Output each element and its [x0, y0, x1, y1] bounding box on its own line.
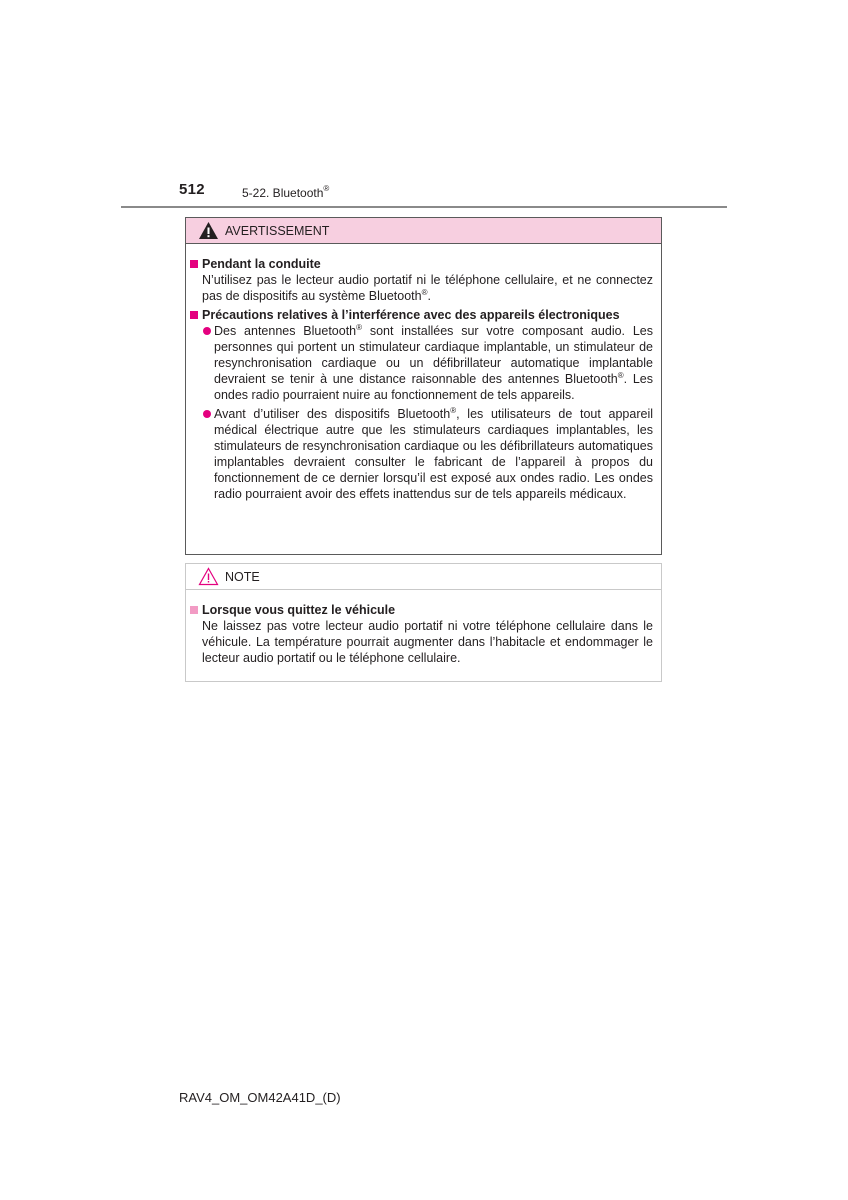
paragraph-text: . [427, 289, 431, 303]
item-heading-text: Précautions relatives à l’interférence avec des appareils électroniques [202, 308, 620, 322]
item-heading [190, 256, 653, 272]
square-bullet-icon [190, 311, 198, 319]
paragraph: Ne laissez pas votre lecteur audio portatif ni votre téléphone cellulaire dans le véhicule. La température pourrait augmenter dans l’habitacle et endommager le lecteur audio portatif ou le téléphone cellulaire. [202, 619, 653, 665]
note-header [186, 564, 661, 590]
warning-header [186, 218, 661, 244]
item-heading-text: Pendant la conduite [202, 257, 321, 271]
footer-doc-code: RAV4_OM_OM42A41D_(D) [179, 1090, 341, 1105]
registered-mark: ® [450, 405, 457, 415]
item-heading [190, 307, 653, 323]
square-bullet-icon [190, 606, 198, 614]
bullet-text: , les utilisateurs de tout appareil médical électrique autre que les stimulateurs cardiaques implantables, les stimulateurs de resynchronisation cardiaque ou les défibrillateurs automatiques implantables devraient consulter le fabricant de l’appareil à propos du fonctionnement de ce dernier lorsqu’il est exposé aux ondes radio. Les ondes radio pourraient avoir des effets inattendus sur de tels appareils médicaux. [214, 407, 654, 501]
square-bullet-icon [190, 260, 198, 268]
registered-mark: ® [421, 287, 428, 297]
header-rule [121, 206, 727, 208]
round-bullet-icon [203, 327, 211, 335]
warning-content [186, 244, 661, 502]
bullet-item [190, 323, 653, 403]
section-title-text: 5-22. Bluetooth [242, 186, 324, 200]
bullet-text: Avant d’utiliser des dispositifs Bluetooth [214, 407, 451, 421]
bullet-text: Des antennes Bluetooth [214, 324, 357, 338]
note-content [186, 590, 661, 666]
caution-triangle-icon [198, 567, 219, 586]
page-header [0, 0, 848, 210]
registered-mark: ® [323, 184, 330, 193]
item-heading [190, 602, 653, 618]
paragraph [190, 272, 653, 304]
warning-triangle-icon [198, 221, 219, 240]
bullet-text: . Les ondes radio pourraient nuire au fonctionnement de tels appareils. [214, 372, 653, 402]
bullet-item [190, 406, 653, 502]
page-number: 512 [179, 181, 205, 198]
item-heading-text: Lorsque vous quittez le véhicule [202, 603, 396, 617]
registered-mark: ® [617, 370, 624, 380]
bullet-text: sont installées sur votre composant audio. Les personnes qui portent un stimulateur cardiaque implantable, un stimulateur de resynchronisation cardiaque ou un défibrillateur automatique implantable devraient se tenir à une distance raisonnable des antennes Bluetooth [214, 324, 653, 386]
note-box [185, 563, 662, 682]
registered-mark: ® [356, 322, 363, 332]
round-bullet-icon [203, 410, 211, 418]
paragraph-text: N’utilisez pas le lecteur audio portatif ni le téléphone cellulaire, et ne connectez pas de dispositifs au système Bluetooth [202, 273, 653, 303]
warning-box [185, 217, 662, 555]
note-title: NOTE [225, 569, 260, 584]
warning-title: AVERTISSEMENT [225, 223, 330, 238]
section-title [242, 185, 329, 200]
